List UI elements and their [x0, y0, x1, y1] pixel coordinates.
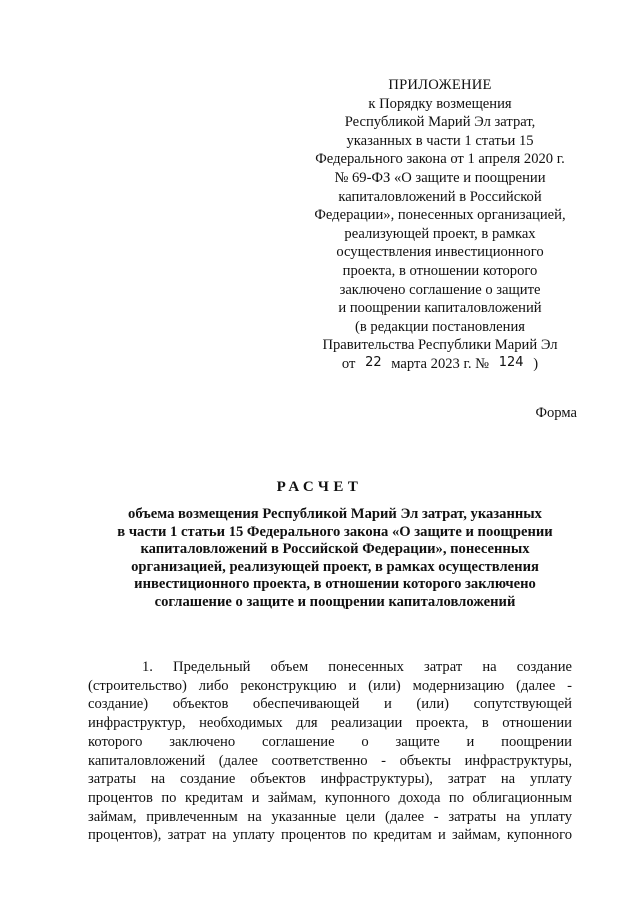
appendix-line: Федерального закона от 1 апреля 2020 г.: [315, 151, 565, 168]
subtitle-line: инвестиционного проекта, в отношении которого заключено: [134, 576, 536, 592]
appendix-title: ПРИЛОЖЕНИЕ: [388, 77, 492, 93]
subtitle-line: в части 1 статьи 15 Федерального закона «О защите и поощрении: [117, 523, 553, 540]
appendix-line: к Порядку возмещения: [368, 95, 512, 112]
body-paragraph: [88, 658, 572, 845]
appendix-line: указанных в части 1 статьи 15: [346, 132, 534, 149]
appendix-line: и поощрении капиталовложений: [338, 300, 542, 317]
date-day: 22: [365, 354, 382, 370]
appendix-header: [300, 76, 580, 375]
body-line: (строительство) либо реконструкцию и (или) модернизацию (далее -: [88, 677, 572, 694]
body-line: процентов по кредитам и займам, купонного дохода по облигационным: [88, 789, 572, 806]
subtitle-line: капиталовложений в Российской Федерации», понесенных: [140, 541, 530, 557]
resolution-number: 124: [498, 354, 524, 370]
appendix-line: Республикой Марий Эл затрат,: [344, 114, 536, 131]
appendix-line: (в редакции постановления: [355, 318, 525, 335]
date-suffix: ): [533, 355, 539, 372]
body-line: процентов), затрат на уплату процентов по кредитам и займам, купонного: [88, 827, 572, 844]
body-line: затраты на создание объектов инфраструктуры), затрат на уплату: [88, 771, 572, 788]
body-line: капиталовложений (далее соответственно - объекты инфраструктуры,: [88, 752, 572, 769]
body-line: создание) объектов обеспечивающей и (или) сопутствующей: [88, 696, 572, 713]
appendix-line: проекта, в отношении которого: [342, 262, 538, 279]
subtitle-line: соглашение о защите и поощрении капиталовложений: [154, 593, 516, 610]
document-subtitle: [90, 506, 580, 611]
subtitle-line: организацией, реализующей проект, в рамках осуществления: [131, 558, 539, 575]
appendix-line: № 69-ФЗ «О защите и поощрении: [334, 169, 546, 186]
body-line: инфраструктур, необходимых для реализации проекта, в отношении: [88, 715, 572, 732]
appendix-line: осуществления инвестиционного: [336, 244, 544, 261]
document-title: РАСЧЕТ: [276, 479, 363, 495]
appendix-line: реализующей проект, в рамках: [344, 225, 536, 242]
appendix-line: Федерации», понесенных организацией,: [314, 207, 566, 224]
resolution-date-line: [300, 355, 580, 375]
appendix-line: Правительства Республики Марий Эл: [322, 337, 558, 354]
appendix-line: заключено соглашение о защите: [339, 281, 541, 298]
body-line: 1. Предельный объем понесенных затрат на создание: [142, 659, 572, 675]
appendix-line: капиталовложений в Российской: [338, 188, 542, 205]
form-label: Форма: [535, 405, 577, 421]
body-line: займам, привлеченным на указанные цели (далее - затраты на уплату: [88, 808, 572, 825]
subtitle-line: объема возмещения Республикой Марий Эл затрат, указанных: [128, 506, 542, 522]
body-line: которого заключено соглашение о защите и поощрении: [88, 733, 572, 750]
date-prefix: от: [341, 355, 356, 372]
date-middle: марта 2023 г. №: [391, 355, 490, 372]
